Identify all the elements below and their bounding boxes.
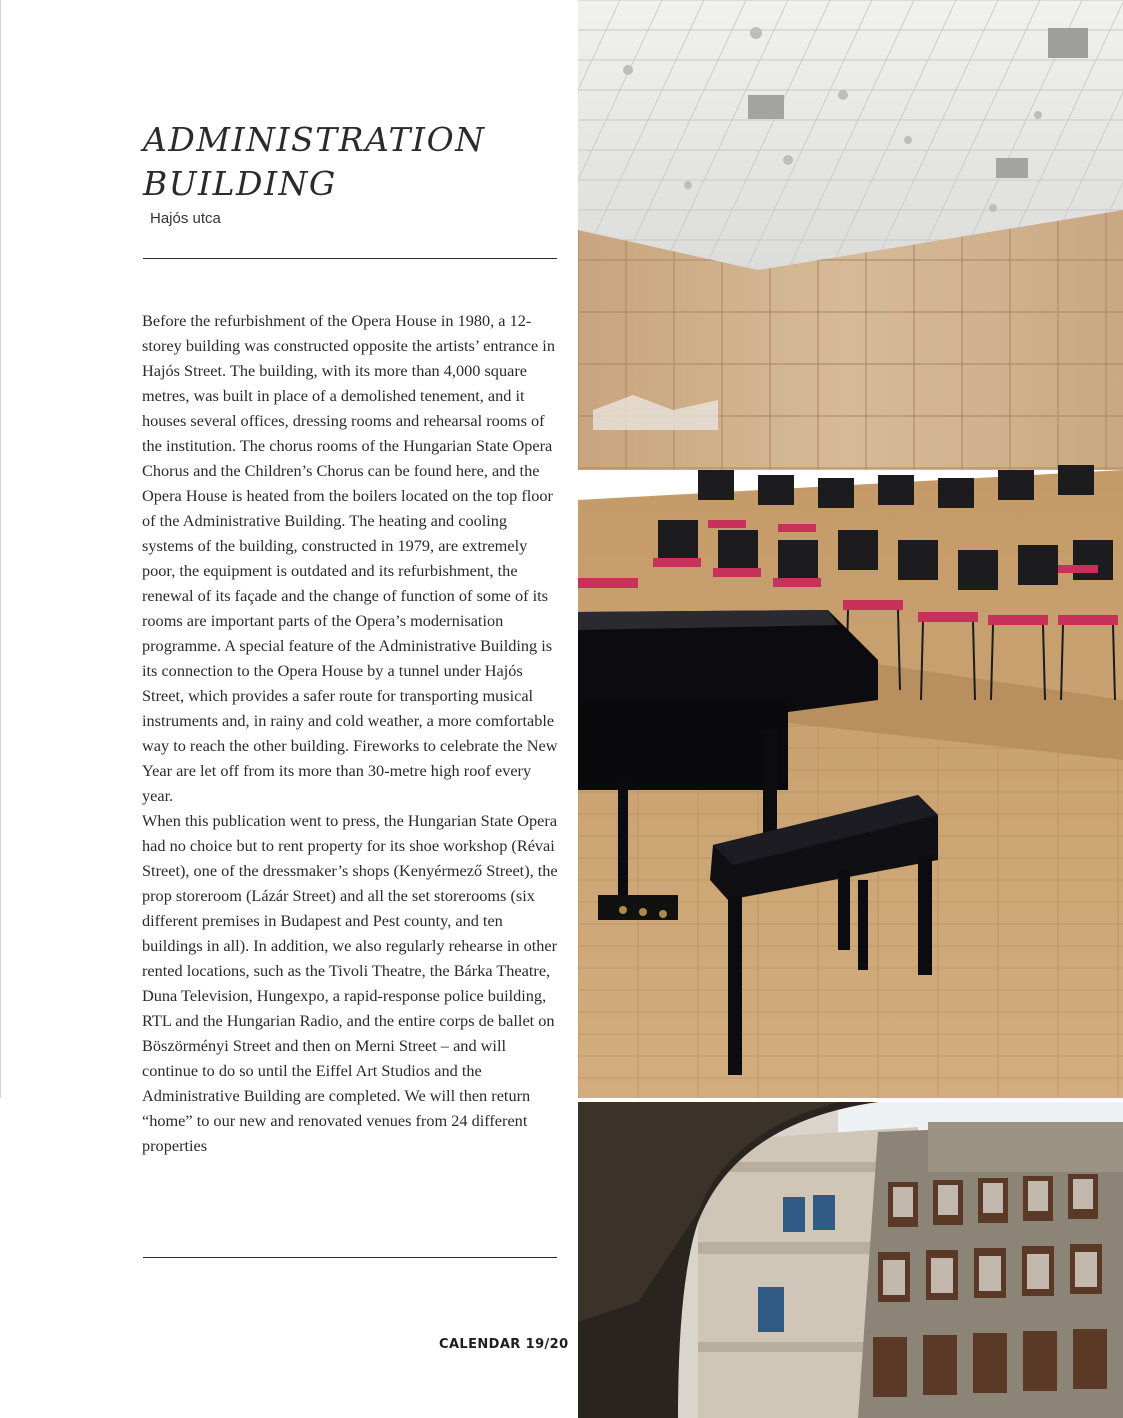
article-paragraph-2: When this publication went to press, the Hungarian State Opera had no choice but to rent property for its shoe workshop (Révai Street), one of the dressmaker’s shops (Kenyérmező Street), the prop storeroom (Lázár Street) and all the set storerooms (six different premises in Budapest and Pest county, and ten buildings in all). In addition, we also regularly rehearse in other rented locations, such as the Tivoli Theatre, the Bárka Theatre, Duna Television, Hungexpo, a rapid-response police building, RTL and the Hungarian Radio, and the entire corps de ballet on Böszörményi Street and then on Merni Street – and will continue to do so until the Eiffel Art Studios and the Administrative Building are completed. We will then return “home” to our new and renovated venues from 24 different properties <box>142 811 558 1155</box>
top-divider <box>143 258 557 259</box>
building-facade-photo <box>578 1102 1123 1418</box>
footer-label: CALENDAR 19/20 <box>439 1337 569 1352</box>
page-title <box>143 118 486 206</box>
page-edge-line <box>0 0 1 1098</box>
rehearsal-hall-photo <box>578 0 1123 1098</box>
article-body <box>142 308 558 1158</box>
page-subtitle: Hajós utca <box>150 210 221 227</box>
bottom-divider <box>143 1257 557 1258</box>
article-paragraph-1: Before the refurbishment of the Opera House in 1980, a 12-storey building was constructed opposite the artists’ entrance in Hajós Street. The building, with its more than 4,000 square metres, was built in place of a demolished tenement, and it houses several offices, dressing rooms and rehearsal rooms of the institution. The chorus rooms of the Hungarian State Opera Chorus and the Children’s Chorus can be found here, and the Opera House is heated from the boilers located on the top floor of the Administrative Building. The heating and cooling systems of the building, constructed in 1979, are extremely poor, the equipment is outdated and its refurbishment, the renewal of its façade and the change of function of some of its rooms are important parts of the Opera’s modernisation programme. A special feature of the Administrative Building is its connection to the Opera House by a tunnel under Hajós Street, which provides a safer route for transporting musical instruments and, in rainy and cold weather, a more comfortable way to reach the other building. Fireworks to celebrate the New Year are let off from its more than 30-metre high roof every year. <box>142 311 558 805</box>
title-line-1: ADMINISTRATION <box>143 120 486 159</box>
title-line-2: BUILDING <box>143 164 337 203</box>
